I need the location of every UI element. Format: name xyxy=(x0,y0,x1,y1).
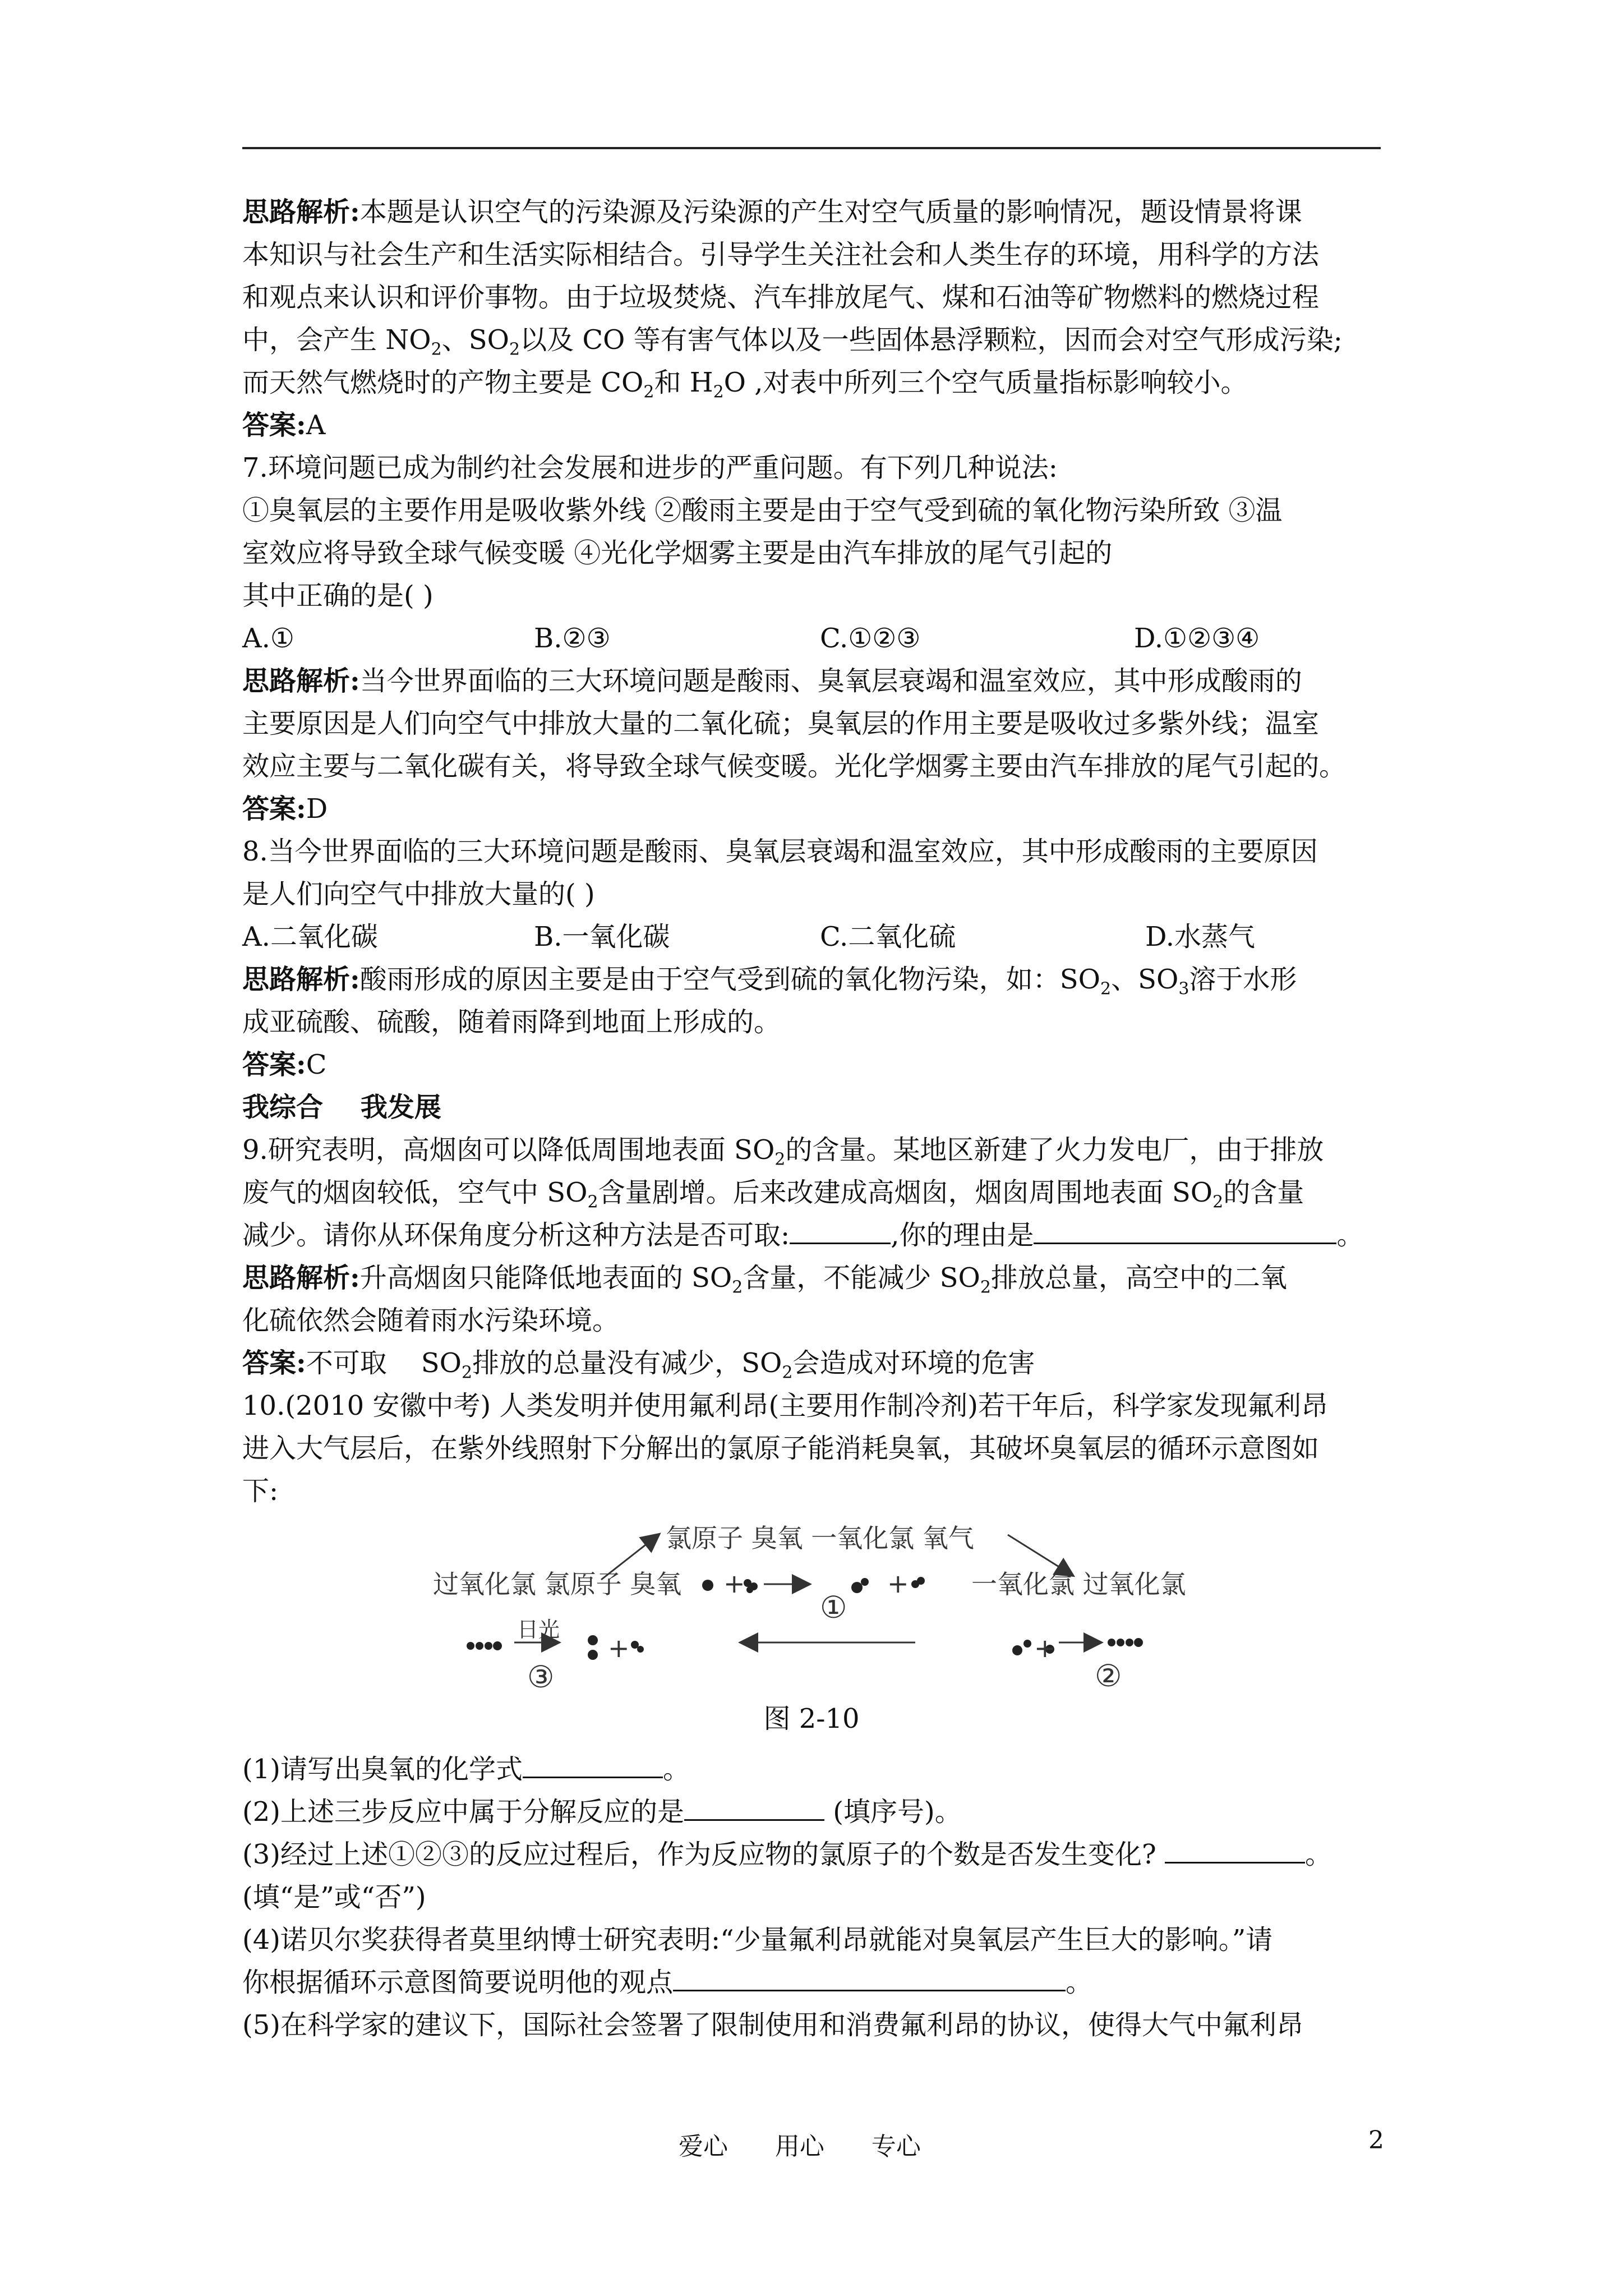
analysis-text: 而天然气燃烧时的产物主要是 CO xyxy=(242,367,644,398)
subscript: 2 xyxy=(774,1149,786,1170)
q9-text: 含量剧增。后来改建成高烟囱，烟囱周围地表面 SO xyxy=(598,1177,1213,1208)
q10-text: (2)上述三步反应中属于分解反应的是 xyxy=(242,1796,684,1828)
q8-analysis-line: 成亚硫酸、硫酸，随着雨降到地面上形成的。 xyxy=(242,1006,781,1038)
q9-stem xyxy=(242,1129,1392,1171)
plus-sign: + xyxy=(723,1568,745,1599)
answer-blank[interactable] xyxy=(673,1967,1066,1991)
q7-statements: ①臭氧层的主要作用是吸收紫外线 ②酸雨主要是由于空气受到硫的氧化物污染所致 ③温 xyxy=(242,495,1283,526)
analysis-label: 思路解析: xyxy=(242,964,360,995)
q10-sub4 xyxy=(242,1961,1392,2004)
analysis-text: 溶于水形 xyxy=(1189,964,1297,995)
figure-caption: 图 2-10 xyxy=(763,1703,860,1734)
q9-text: 废气的烟囱较低，空气中 SO xyxy=(242,1177,588,1208)
analysis-text: 本题是认识空气的污染源及污染源的产生对空气质量的影响情况，题设情景将课 xyxy=(359,196,1302,228)
q10-text: 你根据循环示意图简要说明他的观点 xyxy=(242,1967,674,1998)
q9-answer xyxy=(242,1342,1392,1384)
analysis-label: 思路解析: xyxy=(242,196,360,228)
subscript: 2 xyxy=(713,382,724,402)
q9-text: 。 xyxy=(1336,1220,1364,1251)
analysis-text: 和观点来认识和评价事物。由于垃圾焚烧、汽车排放尾气、煤和石油等矿物燃料的燃烧过程 xyxy=(242,282,1320,313)
q8-stem: 是人们向空气中排放大量的( ) xyxy=(242,878,595,910)
option-c: C.①②③ xyxy=(820,623,921,654)
subscript: 2 xyxy=(782,1363,793,1383)
option-c: C.二氧化硫 xyxy=(820,921,956,953)
q9-text: 9.研究表明，高烟囱可以降低周围地表面 SO xyxy=(242,1134,775,1166)
answer-value: 排放的总量没有减少，SO xyxy=(472,1347,782,1379)
subscript: 2 xyxy=(587,1192,598,1212)
q6-analysis-line xyxy=(242,233,1392,276)
right-labels: 一氧化氯 过氧化氯 xyxy=(971,1569,1186,1599)
q10-text: 。 xyxy=(663,1754,690,1785)
answer-label: 答案: xyxy=(242,1347,306,1379)
answer-blank[interactable] xyxy=(523,1754,663,1778)
chlorine-peroxide-icon xyxy=(1108,1639,1115,1646)
q8-answer xyxy=(242,1043,1392,1086)
answer-label: 答案: xyxy=(242,1049,306,1080)
subscript: 3 xyxy=(1178,979,1189,999)
q6-analysis-line xyxy=(242,276,1392,319)
analysis-text: 和 H xyxy=(654,367,713,398)
option-a: A.① xyxy=(242,623,294,654)
q10-sub3 xyxy=(242,1833,1392,1876)
q10-sub1 xyxy=(242,1748,1392,1791)
q10-text: (1)请写出臭氧的化学式 xyxy=(242,1754,523,1785)
chlorine-atom-icon xyxy=(702,1580,713,1591)
option-d: D.水蒸气 xyxy=(1145,921,1256,953)
step-3-marker: ③ xyxy=(527,1659,555,1695)
q7-analysis-line: 效应主要与二氧化碳有关，将导致全球气候变暖。光化学烟雾主要由汽车排放的尾气引起的。 xyxy=(242,751,1347,782)
q8-stem: 8.当今世界面临的三大环境问题是酸雨、臭氧层衰竭和温室效应，其中形成酸雨的主要原因 xyxy=(242,836,1318,867)
subscript: 2 xyxy=(732,1277,743,1297)
q9-analysis-line xyxy=(242,1257,1392,1299)
header-rule xyxy=(242,147,1381,149)
option-d: D.①②③④ xyxy=(1134,623,1260,654)
q8-analysis-line xyxy=(242,958,1392,1001)
plus-sign: + xyxy=(608,1633,630,1663)
q6-analysis-line xyxy=(242,361,1392,404)
subscript: 2 xyxy=(462,1363,473,1383)
chlorine-peroxide-icon xyxy=(467,1642,474,1650)
analysis-text: O ,对表中所列三个空气质量指标影响较小。 xyxy=(723,367,1248,398)
q10-text: (3)经过上述①②③的反应过程后，作为反应物的氯原子的个数是否发生变化? xyxy=(242,1839,1165,1870)
q10-stem: 下: xyxy=(242,1475,279,1507)
chlorine-atom-icon xyxy=(588,1635,598,1645)
q10-sub3-note: (填“是”或“否”) xyxy=(242,1881,426,1913)
subscript: 2 xyxy=(431,339,442,360)
q7-analysis-line: 主要原因是人们向空气中排放大量的二氧化硫；臭氧层的作用主要是吸收过多紫外线；温室 xyxy=(242,708,1320,739)
option-a: A.二氧化碳 xyxy=(242,921,378,953)
answer-value: A xyxy=(306,409,326,441)
q6-analysis-line xyxy=(242,191,1392,233)
step-2-marker: ② xyxy=(1095,1658,1122,1694)
q10-stem: 10.(2010 安徽中考) 人类发明并使用氟利昂(主要用作制冷剂)若干年后，科学家发现氟利昂 xyxy=(242,1390,1328,1421)
sunlight-label: 日光 xyxy=(517,1617,560,1642)
q9-stem xyxy=(242,1171,1392,1214)
analysis-text: 当今世界面临的三大环境问题是酸雨、臭氧层衰竭和温室效应，其中形成酸雨的 xyxy=(359,665,1302,697)
page-content xyxy=(242,191,1392,2046)
analysis-text: 中，会产生 NO xyxy=(242,324,431,356)
subscript: 2 xyxy=(1100,979,1112,999)
q10-text: 。 xyxy=(1305,1839,1332,1870)
subscript: 2 xyxy=(980,1277,991,1297)
plus-sign: + xyxy=(887,1568,909,1599)
answer-label: 答案: xyxy=(242,409,306,441)
analysis-text: 本知识与社会生产和生活实际相结合。引导学生关注社会和人类生存的环境，用科学的方法 xyxy=(242,239,1320,270)
analysis-text: 、SO xyxy=(1111,964,1179,995)
q9-text: 的含量 xyxy=(1223,1177,1304,1208)
answer-blank[interactable] xyxy=(1165,1839,1305,1864)
q9-text: ,你的理由是 xyxy=(891,1220,1034,1251)
subscript: 2 xyxy=(1212,1192,1224,1212)
subscript: 2 xyxy=(643,382,654,402)
answer-value: C xyxy=(306,1049,327,1080)
answer-blank[interactable] xyxy=(790,1220,891,1244)
answer-label: 答案: xyxy=(242,793,306,825)
option-b: B.②③ xyxy=(534,623,611,654)
q9-analysis-line: 化硫依然会随着雨水污染环境。 xyxy=(242,1305,620,1336)
analysis-text: 升高烟囱只能降低地表面的 SO xyxy=(359,1262,732,1294)
q10-text: (填序号)。 xyxy=(824,1796,962,1828)
footer-motto: 爱心 用心 专心 xyxy=(679,2132,921,2161)
chlorine-monoxide-icon xyxy=(1012,1645,1022,1655)
q7-options xyxy=(242,617,1392,660)
q9-text: 的含量。某地区新建了火力发电厂，由于排放 xyxy=(785,1134,1324,1166)
answer-blank[interactable] xyxy=(684,1797,824,1821)
q7-analysis-line xyxy=(242,660,1392,702)
analysis-text: 排放总量，高空中的二氧 xyxy=(990,1262,1287,1294)
q9-stem xyxy=(242,1214,1392,1257)
analysis-text: 酸雨形成的原因主要是由于空气受到硫的氧化物污染，如：SO xyxy=(359,964,1100,995)
q7-answer xyxy=(242,788,1392,830)
subscript: 2 xyxy=(509,339,520,360)
analysis-text: 以及 CO 等有害气体以及一些固体悬浮颗粒，因而会对空气形成污染; xyxy=(520,324,1343,356)
analysis-text: 含量，不能减少 SO xyxy=(743,1262,980,1294)
q7-statements: 室效应将导致全球气候变暖 ④光化学烟雾主要是由汽车排放的尾气引起的 xyxy=(242,537,1113,569)
ozone-cycle-diagram xyxy=(242,1512,1381,1697)
q10-sub4: (4)诺贝尔奖获得者莫里纳博士研究表明:“少量氟利昂就能对臭氧层产生巨大的影响。”请 xyxy=(242,1924,1273,1955)
option-b: B.一氧化碳 xyxy=(534,921,670,953)
analysis-label: 思路解析: xyxy=(242,1262,360,1294)
q10-stem: 进入大气层后，在紫外线照射下分解出的氯原子能消耗臭氧，其破坏臭氧层的循环示意图如 xyxy=(242,1433,1320,1464)
page-number: 2 xyxy=(1368,2126,1384,2155)
answer-value: 会造成对环境的危害 xyxy=(792,1347,1035,1379)
q10-text: 。 xyxy=(1066,1967,1093,1998)
q6-answer xyxy=(242,404,1392,447)
q7-prompt: 其中正确的是( ) xyxy=(242,580,434,611)
plus-sign: + xyxy=(1034,1633,1056,1663)
q8-options xyxy=(242,915,1392,958)
answer-blank[interactable] xyxy=(1034,1220,1336,1244)
q10-sub2 xyxy=(242,1791,1392,1833)
q9-text: 减少。请你从环保角度分析这种方法是否可取: xyxy=(242,1220,790,1251)
answer-value: D xyxy=(306,793,328,825)
q6-analysis-line xyxy=(242,319,1392,361)
analysis-label: 思路解析: xyxy=(242,665,360,697)
q7-stem: 7.环境问题已成为制约社会发展和进步的严重问题。有下列几种说法: xyxy=(242,452,1058,484)
q10-sub5: (5)在科学家的建议下，国际社会签署了限制使用和消费氟利昂的协议，使得大气中氟利昂 xyxy=(242,2009,1303,2041)
step-1-marker: ① xyxy=(820,1590,847,1625)
section-heading: 我综合 我发展 xyxy=(242,1092,441,1123)
top-labels: 氯原子 臭氧 一氧化氯 氧气 xyxy=(666,1523,974,1553)
chlorine-monoxide-icon xyxy=(851,1582,863,1593)
left-labels: 过氧化氯 氯原子 臭氧 xyxy=(433,1569,682,1599)
analysis-text: 、SO xyxy=(441,324,509,356)
answer-value: 不可取 SO xyxy=(306,1347,462,1379)
